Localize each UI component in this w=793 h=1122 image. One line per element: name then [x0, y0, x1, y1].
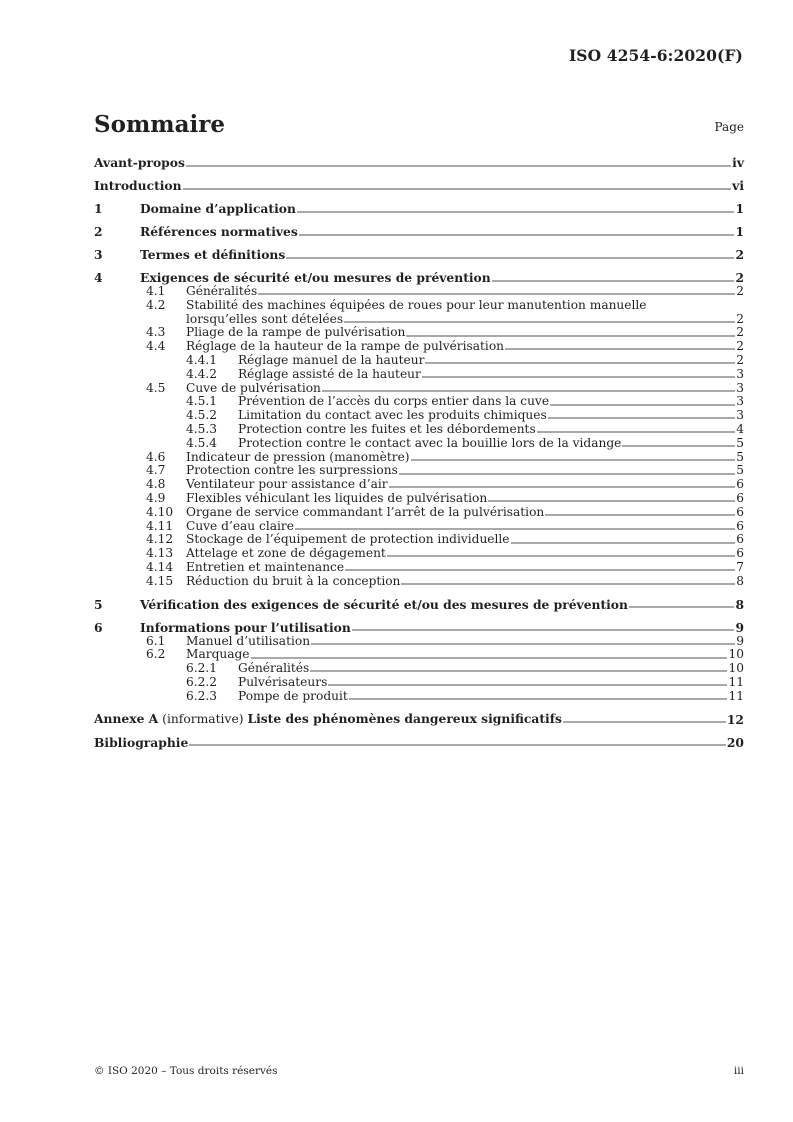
toc-leader-dots	[563, 721, 726, 724]
toc-entry-title: Réglage de la hauteur de la rampe de pulvérisation	[186, 339, 505, 354]
toc-entry-title: Exigences de sécurité et/ou mesures de prévention	[140, 270, 491, 285]
toc-entry-title: Protection contre les fuites et les débordements	[238, 421, 536, 436]
toc-entry[interactable]	[94, 492, 744, 506]
toc-leader-dots	[349, 698, 728, 701]
toc-entry-title: Stockage de l’équipement de protection individuelle	[186, 532, 510, 547]
toc-page-number: 2	[736, 352, 744, 367]
toc-page-number: 11	[728, 688, 744, 703]
toc-page-number: 1	[735, 201, 744, 216]
toc-entry[interactable]	[94, 735, 744, 750]
toc-page-number: 4	[736, 421, 744, 436]
page-column-label: Page	[714, 120, 744, 134]
annex-title: Liste des phénomènes dangereux significatifs	[247, 710, 562, 726]
toc-leader-dots	[422, 376, 735, 379]
toc-page-number: 2	[735, 247, 744, 262]
toc-leader-dots	[537, 431, 736, 434]
toc-entry-number: 4.5.3	[186, 421, 218, 436]
toc-entry[interactable]	[94, 155, 744, 170]
toc-page-number: 2	[736, 311, 744, 326]
toc-page-number: 6	[736, 532, 744, 547]
toc-page-number: 2	[735, 270, 744, 285]
toc-leader-dots	[310, 670, 727, 673]
toc-page-number: 3	[736, 394, 744, 409]
toc-entry[interactable]	[94, 464, 744, 478]
toc-entry-title: Protection contre les surpressions	[186, 463, 398, 478]
toc-entry-number: 4.12	[146, 532, 174, 547]
toc-page-number: 10	[728, 647, 744, 662]
toc-entry-title: Attelage et zone de dégagement	[186, 546, 386, 561]
toc-entry-number: 1	[94, 201, 103, 216]
toc-entry-number: 6.2.2	[186, 674, 218, 689]
toc-entry[interactable]	[94, 547, 744, 561]
toc-entry-number: 6.2	[146, 647, 166, 662]
toc-entry[interactable]	[94, 423, 744, 437]
toc-entry-title: Généralités	[186, 284, 258, 298]
toc-entry-number: 4.5	[146, 380, 166, 395]
toc-entry-title: lorsqu’elles sont dételées	[186, 311, 344, 326]
toc-page-number: 7	[736, 559, 744, 574]
toc-entry-title: Réduction du bruit à la conception	[186, 573, 401, 588]
toc-entry-title: Références normatives	[140, 224, 298, 239]
toc-entry-number: 4.6	[146, 449, 166, 464]
toc-page-number: 5	[736, 463, 744, 478]
toc-entry-title: Termes et définitions	[140, 247, 286, 262]
toc-entry-number: 4.4	[146, 339, 166, 354]
toc-page-number: 12	[726, 711, 744, 727]
document-id: ISO 4254-6:2020(F)	[568, 46, 743, 65]
page-title: Sommaire	[94, 111, 226, 138]
toc-entry[interactable]	[94, 395, 744, 409]
toc-entry-number: 4.8	[146, 477, 166, 492]
toc-entry-title: Organe de service commandant l’arrêt de la pulvérisation	[186, 504, 545, 519]
toc-entry[interactable]	[94, 224, 744, 239]
toc-leader-dots	[548, 417, 735, 420]
toc-entry-title: Généralités	[238, 661, 310, 676]
toc-entry-number: 6.2.1	[186, 661, 218, 676]
toc-entry-number: 4.4.2	[186, 366, 218, 381]
toc-entry[interactable]	[94, 437, 744, 451]
toc-entry[interactable]	[94, 676, 744, 690]
toc-entry-number: 4.2	[146, 297, 166, 312]
toc-leader-dots	[352, 629, 735, 632]
toc-entry-title: Réglage manuel de la hauteur	[238, 352, 425, 367]
toc-page-number: 11	[728, 674, 744, 689]
toc-entry[interactable]	[94, 201, 744, 216]
toc-entry[interactable]	[94, 506, 744, 520]
toc-leader-dots	[399, 472, 735, 475]
toc-entry-title: Entretien et maintenance	[186, 559, 345, 574]
toc-entry[interactable]	[94, 597, 744, 612]
copyright-notice: © ISO 2020 – Tous droits réservés	[94, 1065, 278, 1077]
toc-entry-number: 4.9	[146, 490, 166, 505]
toc-entry-title: Limitation du contact avec les produits chimiques	[238, 408, 547, 423]
toc-page-number: 9	[736, 633, 744, 648]
toc-leader-dots	[295, 527, 735, 530]
toc-leader-dots	[186, 164, 731, 167]
toc-leader-dots	[511, 541, 736, 544]
toc-entry-number: 4.4.1	[186, 352, 218, 367]
toc-page-number: 1	[735, 224, 744, 239]
toc-entry[interactable]	[94, 354, 744, 368]
toc-entry[interactable]	[94, 409, 744, 423]
toc-entry-title: Prévention de l’accès du corps entier dans la cuve	[238, 394, 550, 409]
toc-entry[interactable]	[94, 575, 744, 589]
toc-entry-title: Flexibles véhiculant les liquides de pulvérisation	[186, 490, 488, 505]
toc-entry[interactable]	[94, 313, 744, 327]
toc-page-number: 6	[736, 504, 744, 519]
toc-entry[interactable]	[94, 635, 744, 649]
toc-page-number: 3	[736, 380, 744, 395]
toc-leader-dots	[622, 445, 735, 448]
toc-page-number: 2	[736, 325, 744, 340]
toc-entry[interactable]	[94, 247, 744, 262]
toc-entry-number: 4.5.1	[186, 394, 218, 409]
toc-entry[interactable]	[94, 299, 744, 313]
toc-entry-title: Pompe de produit	[238, 688, 348, 703]
toc-leader-dots	[550, 403, 735, 406]
toc-leader-dots	[492, 279, 735, 282]
toc-leader-dots	[322, 389, 735, 392]
table-of-contents	[94, 155, 744, 750]
toc-leader-dots	[411, 458, 736, 461]
toc-entry-title: Manuel d’utilisation	[186, 633, 311, 648]
annex-label: Annexe A	[94, 710, 159, 726]
toc-page-number: 2	[736, 284, 744, 298]
toc-entry[interactable]	[94, 382, 744, 396]
toc-page-number: 6	[736, 490, 744, 505]
toc-entry-title: Indicateur de pression (manomètre)	[186, 449, 410, 464]
toc-page-number: 10	[728, 661, 744, 676]
toc-entry[interactable]	[94, 451, 744, 465]
toc-leader-dots	[251, 656, 728, 659]
annex-note: (informative)	[158, 711, 248, 726]
toc-page-number: 9	[735, 619, 744, 635]
toc-entry[interactable]	[94, 368, 744, 382]
toc-leader-dots	[286, 256, 734, 259]
toc-entry[interactable]	[94, 690, 744, 704]
toc-entry-number: 6.2.3	[186, 688, 218, 703]
toc-page-number: 5	[736, 449, 744, 464]
toc-entry[interactable]	[94, 478, 744, 492]
toc-entry[interactable]	[94, 520, 744, 534]
toc-page-number: iv	[732, 155, 744, 170]
toc-entry-title: Cuve d’eau claire	[186, 518, 294, 533]
toc-entry-title: Stabilité des machines équipées de roues pour leur manutention manuelle	[186, 297, 647, 312]
toc-leader-dots	[189, 744, 726, 747]
toc-entry[interactable]	[94, 340, 744, 354]
toc-page-number: 6	[736, 546, 744, 561]
toc-entry-title: Domaine d’application	[140, 201, 296, 216]
toc-page-number: 3	[736, 408, 744, 423]
toc-entry-title: Pulvérisateurs	[238, 674, 328, 689]
toc-entry-title: Réglage assisté de la hauteur	[238, 366, 421, 381]
toc-entry[interactable]	[94, 533, 744, 547]
toc-entry-title: Bibliographie	[94, 734, 189, 750]
toc-leader-dots	[425, 362, 735, 365]
toc-entry[interactable]	[94, 662, 744, 676]
toc-leader-dots	[406, 334, 735, 337]
toc-entry-number: 4.11	[146, 518, 174, 533]
toc-entry-title: Introduction	[94, 178, 182, 193]
toc-leader-dots	[311, 642, 735, 645]
toc-leader-dots	[299, 233, 735, 236]
toc-leader-dots	[505, 348, 735, 351]
toc-entry-number: 2	[94, 224, 103, 239]
toc-page-number: 20	[726, 734, 744, 750]
toc-entry-title: Ventilateur pour assistance d’air	[186, 477, 388, 492]
toc-entry-title: Vérification des exigences de sécurité et/ou des mesures de prévention	[140, 596, 628, 612]
toc-entry-title: Marquage	[186, 647, 250, 662]
toc-page-number: 2	[736, 339, 744, 354]
toc-entry-title: Avant-propos	[94, 155, 185, 170]
toc-entry[interactable]	[94, 270, 744, 285]
toc-entry-title: Cuve de pulvérisation	[186, 380, 321, 395]
toc-leader-dots	[183, 187, 732, 190]
toc-entry-number: 4.5.2	[186, 408, 218, 423]
toc-page-number: 6	[736, 518, 744, 533]
toc-page-number: 8	[735, 596, 744, 612]
toc-page-number: 5	[736, 435, 744, 450]
toc-leader-dots	[344, 320, 735, 323]
toc-entry-number: 4.1	[146, 284, 166, 298]
toc-entry-number: 4.5.4	[186, 435, 218, 450]
toc-entry[interactable]	[94, 561, 744, 575]
toc-entry-number: 4.15	[146, 573, 174, 588]
toc-page-number: 6	[736, 477, 744, 492]
toc-leader-dots	[401, 583, 735, 586]
toc-entry[interactable]	[94, 285, 744, 299]
page-number: iii	[733, 1065, 744, 1077]
toc-entry-title	[94, 711, 562, 727]
toc-entry-title: Informations pour l’utilisation	[140, 619, 351, 635]
toc-entry-title: Protection contre le contact avec la bouillie lors de la vidange	[238, 435, 622, 450]
toc-leader-dots	[545, 514, 735, 517]
toc-entry-number: 4.10	[146, 504, 174, 519]
toc-entry-number: 4	[94, 270, 103, 285]
toc-entry-number: 4.3	[146, 325, 166, 340]
toc-page-number: 3	[736, 366, 744, 381]
toc-leader-dots	[345, 569, 735, 572]
toc-page-number: vi	[732, 178, 744, 193]
toc-entry[interactable]	[94, 648, 744, 662]
toc-leader-dots	[328, 684, 727, 687]
toc-entry-number: 5	[94, 596, 103, 612]
toc-page-number: 8	[736, 573, 744, 588]
toc-leader-dots	[297, 210, 735, 213]
toc-entry-number: 4.13	[146, 546, 174, 561]
toc-entry[interactable]	[94, 178, 744, 193]
toc-entry-number: 4.7	[146, 463, 166, 478]
toc-leader-dots	[258, 293, 735, 296]
toc-entry-title: Pliage de la rampe de pulvérisation	[186, 325, 406, 340]
toc-entry-number: 4.14	[146, 559, 174, 574]
toc-entry-number: 3	[94, 247, 103, 262]
toc-entry[interactable]	[94, 620, 744, 635]
toc-entry-number: 6	[94, 619, 103, 635]
toc-heading-row	[94, 112, 744, 142]
toc-entry-number: 6.1	[146, 633, 166, 648]
toc-entry[interactable]	[94, 712, 744, 727]
toc-leader-dots	[629, 606, 734, 609]
toc-leader-dots	[389, 486, 736, 489]
toc-leader-dots	[387, 555, 735, 558]
toc-entry[interactable]	[94, 326, 744, 340]
toc-leader-dots	[488, 500, 735, 503]
